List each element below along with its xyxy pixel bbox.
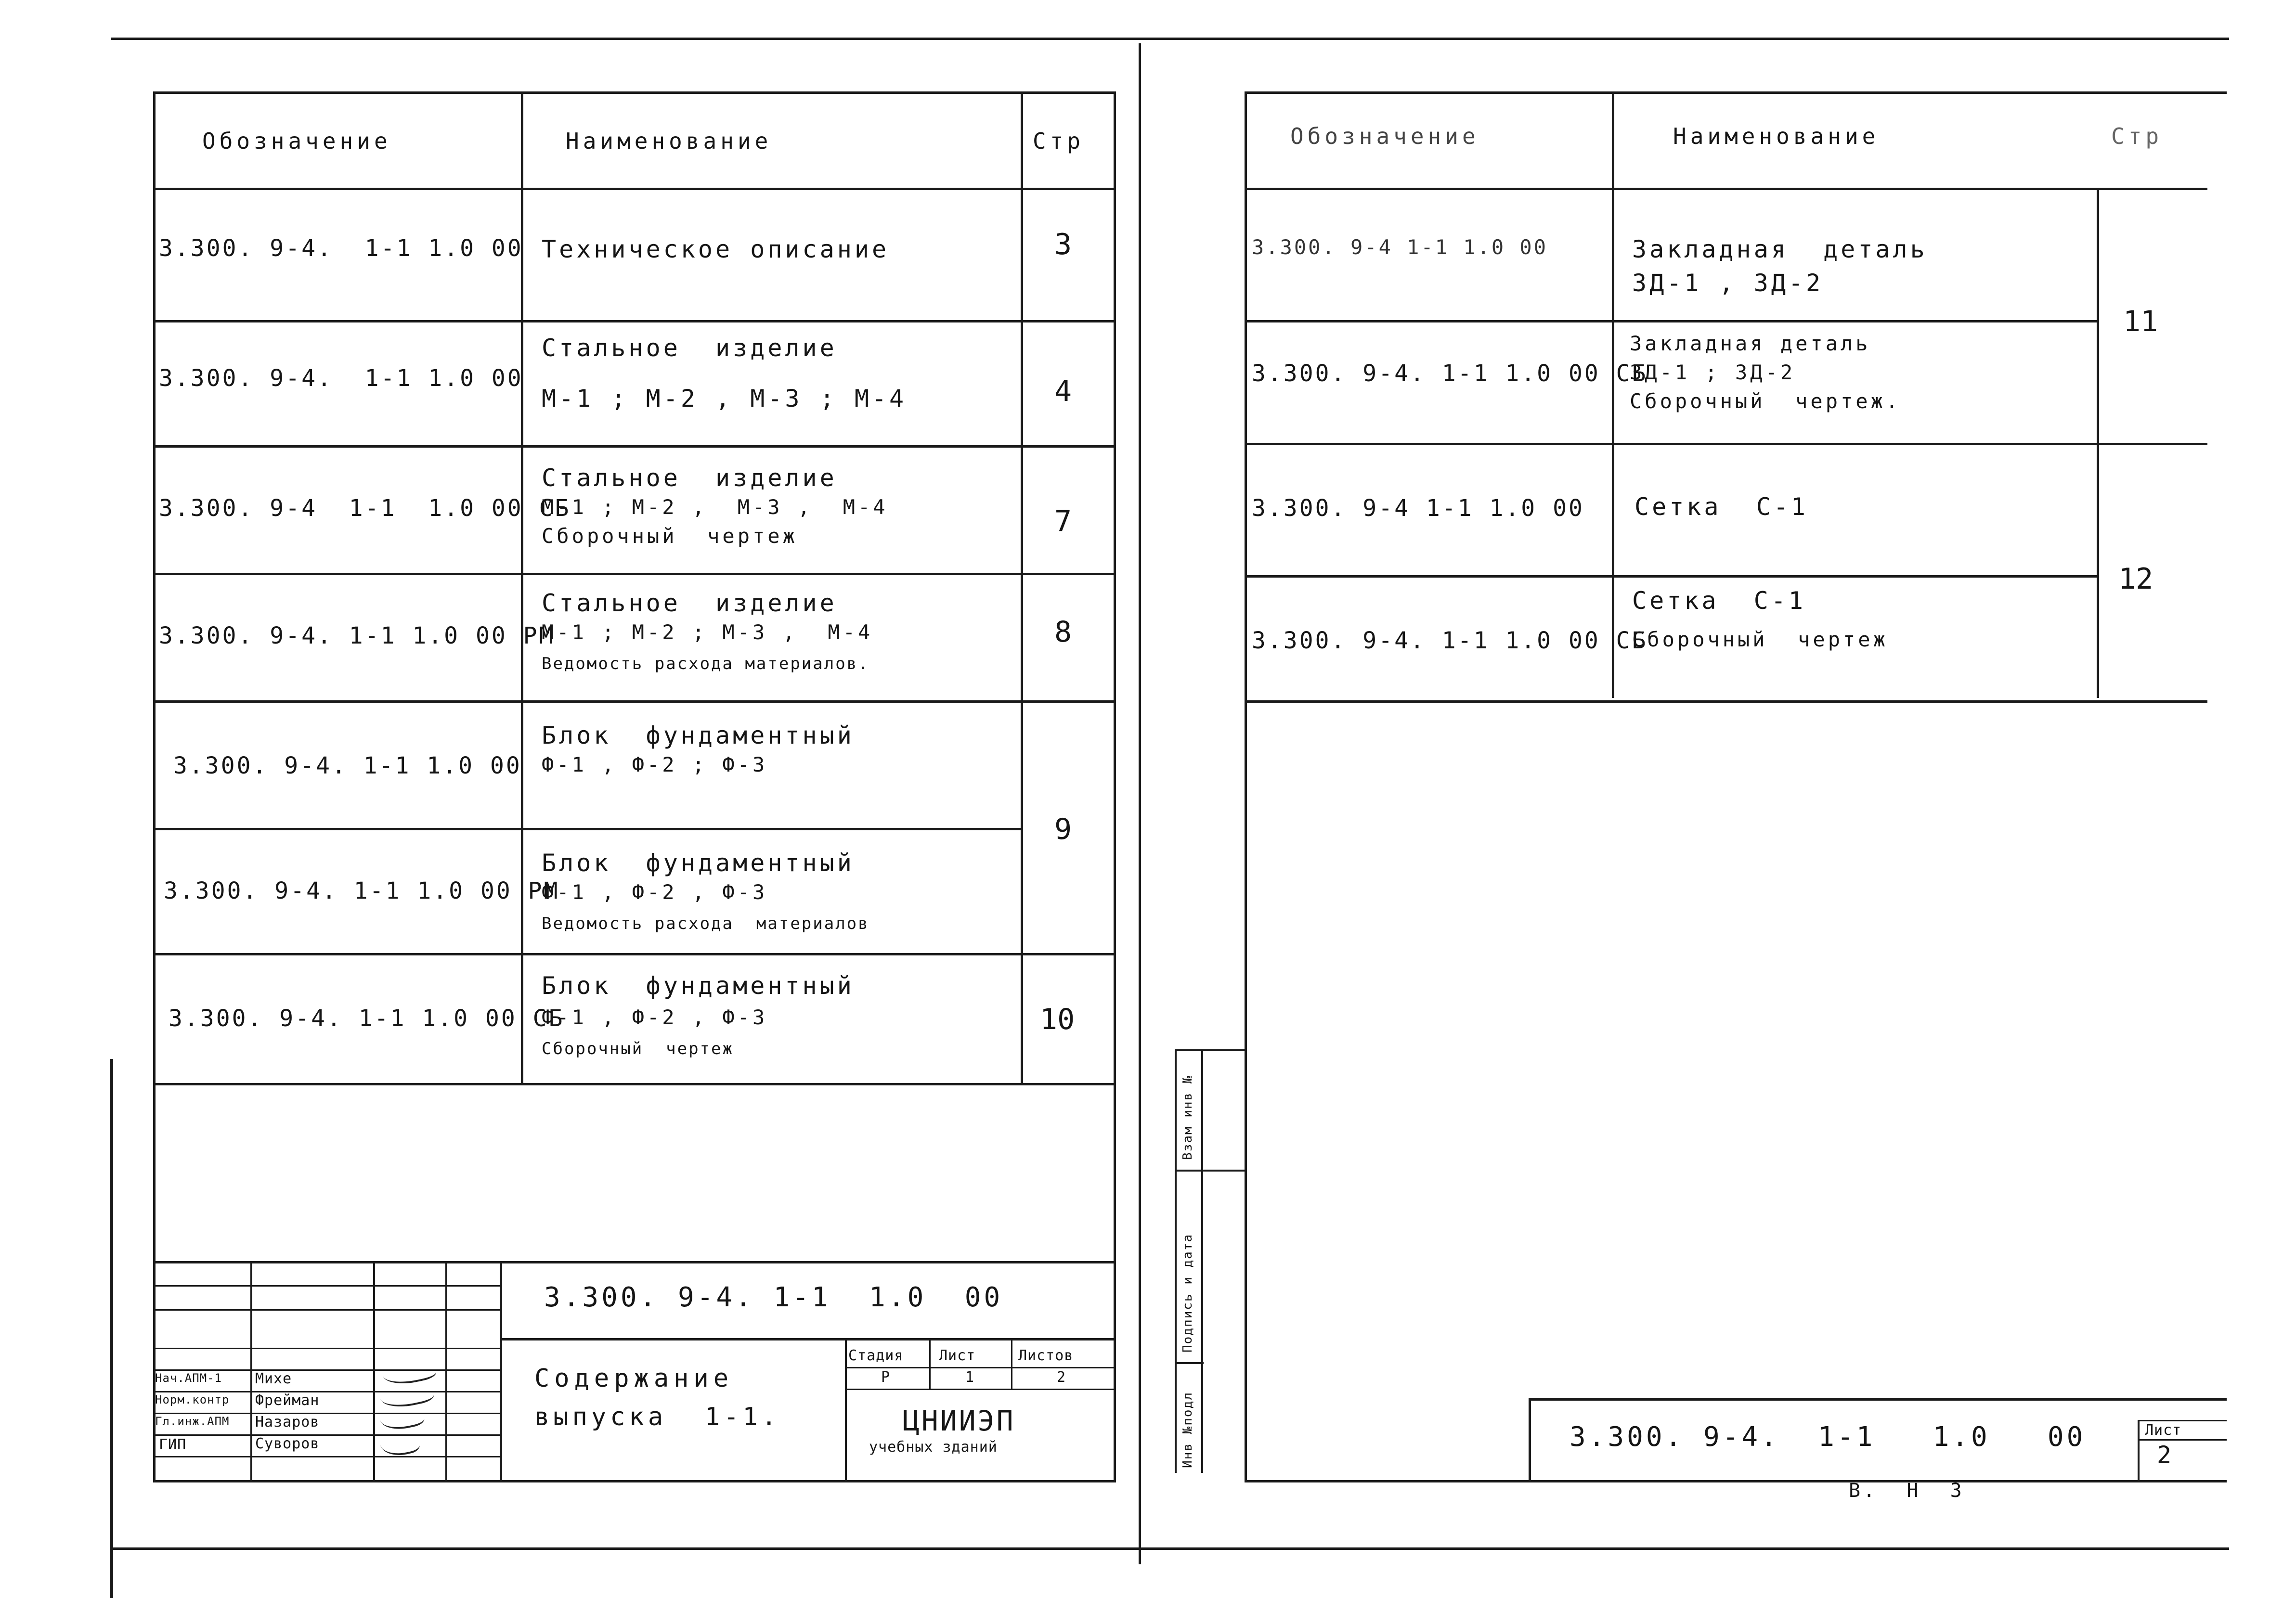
left-header-page: Стр xyxy=(1033,128,1085,154)
tb-line xyxy=(153,1369,501,1371)
table-row-name: Сборочный чертеж xyxy=(542,1039,734,1058)
tb-line xyxy=(153,1434,501,1436)
top-rule xyxy=(111,38,2229,40)
table-row-name: Сборочный чертеж xyxy=(542,524,798,548)
stamp-label: Взам инв № xyxy=(1180,1075,1195,1160)
left-row-line xyxy=(153,700,1116,703)
tb-line xyxy=(153,1348,501,1349)
stamp-label: Подпись и дата xyxy=(1180,1233,1195,1353)
right-tb-sheet-line xyxy=(2138,1439,2227,1441)
right-sheet-label: Лист xyxy=(2145,1422,2182,1439)
table-row-name: Сборочный чертеж. xyxy=(1630,389,1901,413)
signature-mark xyxy=(378,1404,425,1433)
binding-edge xyxy=(110,1059,113,1598)
left-row-line xyxy=(153,1083,1116,1085)
table-row-designation: 3.300. 9-4. 1-1 1.0 00 РМ xyxy=(159,622,555,649)
table-row-designation: 3.300. 9-4 1-1 1.0 00 СБ xyxy=(159,495,571,522)
stamp-frame xyxy=(1175,1049,1177,1473)
left-row-line xyxy=(153,573,1116,575)
tb-line xyxy=(153,1391,501,1392)
right-frame-bottom xyxy=(1245,1480,2227,1482)
table-row-name: Стальное изделие xyxy=(542,589,837,617)
stage-label: Стадия xyxy=(848,1347,904,1364)
role-name: Фрейман xyxy=(255,1392,320,1409)
table-row-page: 3 xyxy=(1054,228,1072,261)
role-label: Гл.инж.АПМ xyxy=(155,1415,230,1428)
left-frame-right xyxy=(1114,91,1116,1482)
stamp-label: Инв №подл xyxy=(1180,1392,1195,1468)
right-tb-top xyxy=(1529,1398,2227,1401)
tb-line xyxy=(153,1456,501,1457)
right-row-line xyxy=(1245,320,2099,322)
stamp-frame xyxy=(1175,1362,1204,1364)
left-col-line-2 xyxy=(1021,91,1023,1085)
tb-line xyxy=(153,1309,501,1311)
table-row-designation: 3.300. 9-4. 1-1 1.0 00 СБ xyxy=(1252,360,1648,387)
table-row-name: Техническое описание xyxy=(542,235,890,263)
table-row-page: 4 xyxy=(1054,374,1072,408)
right-tb-sheet-box xyxy=(2138,1420,2140,1480)
left-frame-bottom xyxy=(153,1480,1116,1482)
table-row-designation: 3.300. 9-4 1-1 1.0 00 xyxy=(1252,235,1548,259)
table-row-name: Сетка С-1 xyxy=(1632,587,1806,615)
stage-value: Р xyxy=(881,1369,891,1386)
table-row-name: М-1 ; М-2 ; М-3 , М-4 xyxy=(542,620,873,644)
role-name: Суворов xyxy=(255,1435,320,1452)
table-row-name: Сборочный чертеж xyxy=(1632,628,1888,651)
org-sub: учебных зданий xyxy=(869,1439,998,1456)
left-row-line xyxy=(153,828,1022,830)
tb-vline xyxy=(250,1261,252,1480)
bottom-rule xyxy=(111,1547,2229,1550)
stamp-frame xyxy=(1175,1170,1247,1172)
sheet-value: 1 xyxy=(965,1369,975,1386)
left-row-line xyxy=(153,953,1116,955)
sheets-value: 2 xyxy=(1057,1369,1066,1386)
right-header-page: Стр xyxy=(2111,123,2163,149)
role-name: Михе xyxy=(255,1370,292,1387)
table-row-name: Ф-1 , Ф-2 , Ф-3 xyxy=(542,880,768,904)
tb-top xyxy=(153,1261,1116,1263)
right-tb-left xyxy=(1529,1398,1531,1480)
role-name: Назаров xyxy=(255,1414,320,1430)
stamp-frame xyxy=(1201,1049,1203,1473)
tb-vline xyxy=(929,1338,931,1389)
table-row-page: 10 xyxy=(1040,1003,1075,1036)
tb-vline xyxy=(445,1261,447,1480)
role-label: Норм.контр xyxy=(155,1393,230,1406)
tb-line xyxy=(501,1338,1116,1340)
left-row-line xyxy=(153,188,1116,190)
table-row-name: Ведомость расхода материалов xyxy=(542,914,869,933)
table-row-name: Стальное изделие xyxy=(542,334,837,362)
table-row-name: Ведомость расхода материалов. xyxy=(542,654,869,673)
table-row-name: Стальное изделие xyxy=(542,464,837,492)
tb-vline xyxy=(500,1261,502,1480)
left-doc-title: Содержание xyxy=(534,1364,734,1393)
table-row-designation: 3.300. 9-4 1-1 1.0 00 xyxy=(1252,495,1584,522)
signature-mark xyxy=(378,1428,421,1459)
tb-vline xyxy=(845,1338,847,1480)
table-row-name: М-1 ; М-2 , М-3 ; М-4 xyxy=(542,385,907,412)
org-name: ЦНИИЭП xyxy=(903,1405,1015,1437)
signature-mark xyxy=(381,1357,438,1389)
tb-vline xyxy=(373,1261,375,1480)
table-row-name: Ф-1 , Ф-2 , Ф-3 xyxy=(542,1005,768,1029)
right-row-line xyxy=(1245,443,2207,445)
tb-line xyxy=(153,1285,501,1287)
role-label: ГИП xyxy=(159,1436,187,1453)
sheet-divider xyxy=(1139,43,1141,1564)
table-row-designation: 3.300. 9-4. 1-1 1.0 00 xyxy=(159,235,523,262)
table-row-name: Блок фундаментный xyxy=(542,849,855,877)
role-label: Нач.АПМ-1 xyxy=(155,1371,222,1385)
table-row-designation: 3.300. 9-4. 1-1 1.0 00 СБ xyxy=(169,1005,565,1032)
tb-vline xyxy=(1011,1338,1012,1389)
table-row-name: Сетка С-1 xyxy=(1634,493,1809,521)
table-row-page-merged: 11 xyxy=(2123,305,2158,338)
table-row-page: 8 xyxy=(1054,615,1072,649)
table-row-page-merged: 12 xyxy=(2118,562,2153,596)
right-tb-sheet-line xyxy=(2138,1420,2227,1421)
left-row-line xyxy=(153,445,1116,448)
right-sheet-value: 2 xyxy=(2157,1441,2175,1469)
right-row-line xyxy=(1245,188,2207,190)
right-row-line xyxy=(1245,700,2207,703)
left-header-name: Наименование xyxy=(566,128,772,154)
stamp-frame xyxy=(1175,1049,1245,1051)
table-row-name: Блок фундаментный xyxy=(542,972,855,1000)
table-row-name: ЗД-1 ; ЗД-2 xyxy=(1630,361,1796,384)
right-doc-code: 3.300. 9-4. 1-1 1.0 00 xyxy=(1570,1421,2086,1453)
table-row-name: Закладная деталь xyxy=(1630,332,1871,355)
tb-line xyxy=(153,1413,501,1414)
left-frame-left xyxy=(153,91,156,1482)
left-doc-code: 3.300. 9-4. 1-1 1.0 00 xyxy=(544,1282,1003,1313)
tb-hline xyxy=(845,1389,1116,1390)
left-doc-title: выпуска 1-1. xyxy=(534,1403,780,1431)
table-row-designation: 3.300. 9-4. 1-1 1.0 00 xyxy=(159,365,523,392)
tb-hline xyxy=(845,1367,1116,1368)
table-row-page: 7 xyxy=(1054,504,1072,538)
table-row-page-merged: 9 xyxy=(1054,812,1072,846)
bottom-note: В. Н 3 xyxy=(1849,1480,1965,1502)
right-frame-left xyxy=(1245,91,1247,1482)
left-header-designation: Обозначение xyxy=(202,128,391,154)
table-row-name: Ф-1 , Ф-2 ; Ф-3 xyxy=(542,753,768,776)
right-row-line xyxy=(1245,575,2099,578)
left-frame-top xyxy=(153,91,1116,94)
right-col-line-1 xyxy=(1612,91,1614,698)
right-header-name: Наименование xyxy=(1673,123,1880,149)
sheets-label: Листов xyxy=(1018,1347,1074,1364)
right-frame-top xyxy=(1245,91,2227,94)
table-row-designation: 3.300. 9-4. 1-1 1.0 00 СБ xyxy=(1252,627,1648,654)
table-row-name: Закладная деталь xyxy=(1632,235,1928,263)
table-row-designation: 3.300. 9-4. 1-1 1.0 00 xyxy=(173,752,522,779)
left-row-line xyxy=(153,320,1116,322)
table-row-name: ЗД-1 , ЗД-2 xyxy=(1632,269,1824,297)
table-row-name: М-1 ; М-2 , М-3 , М-4 xyxy=(542,495,888,519)
table-row-name: Блок фундаментный xyxy=(542,722,855,749)
sheet-label: Лист xyxy=(939,1347,976,1364)
right-header-designation: Обозначение xyxy=(1290,123,1479,149)
table-row-designation: 3.300. 9-4. 1-1 1.0 00 РМ xyxy=(164,877,560,904)
